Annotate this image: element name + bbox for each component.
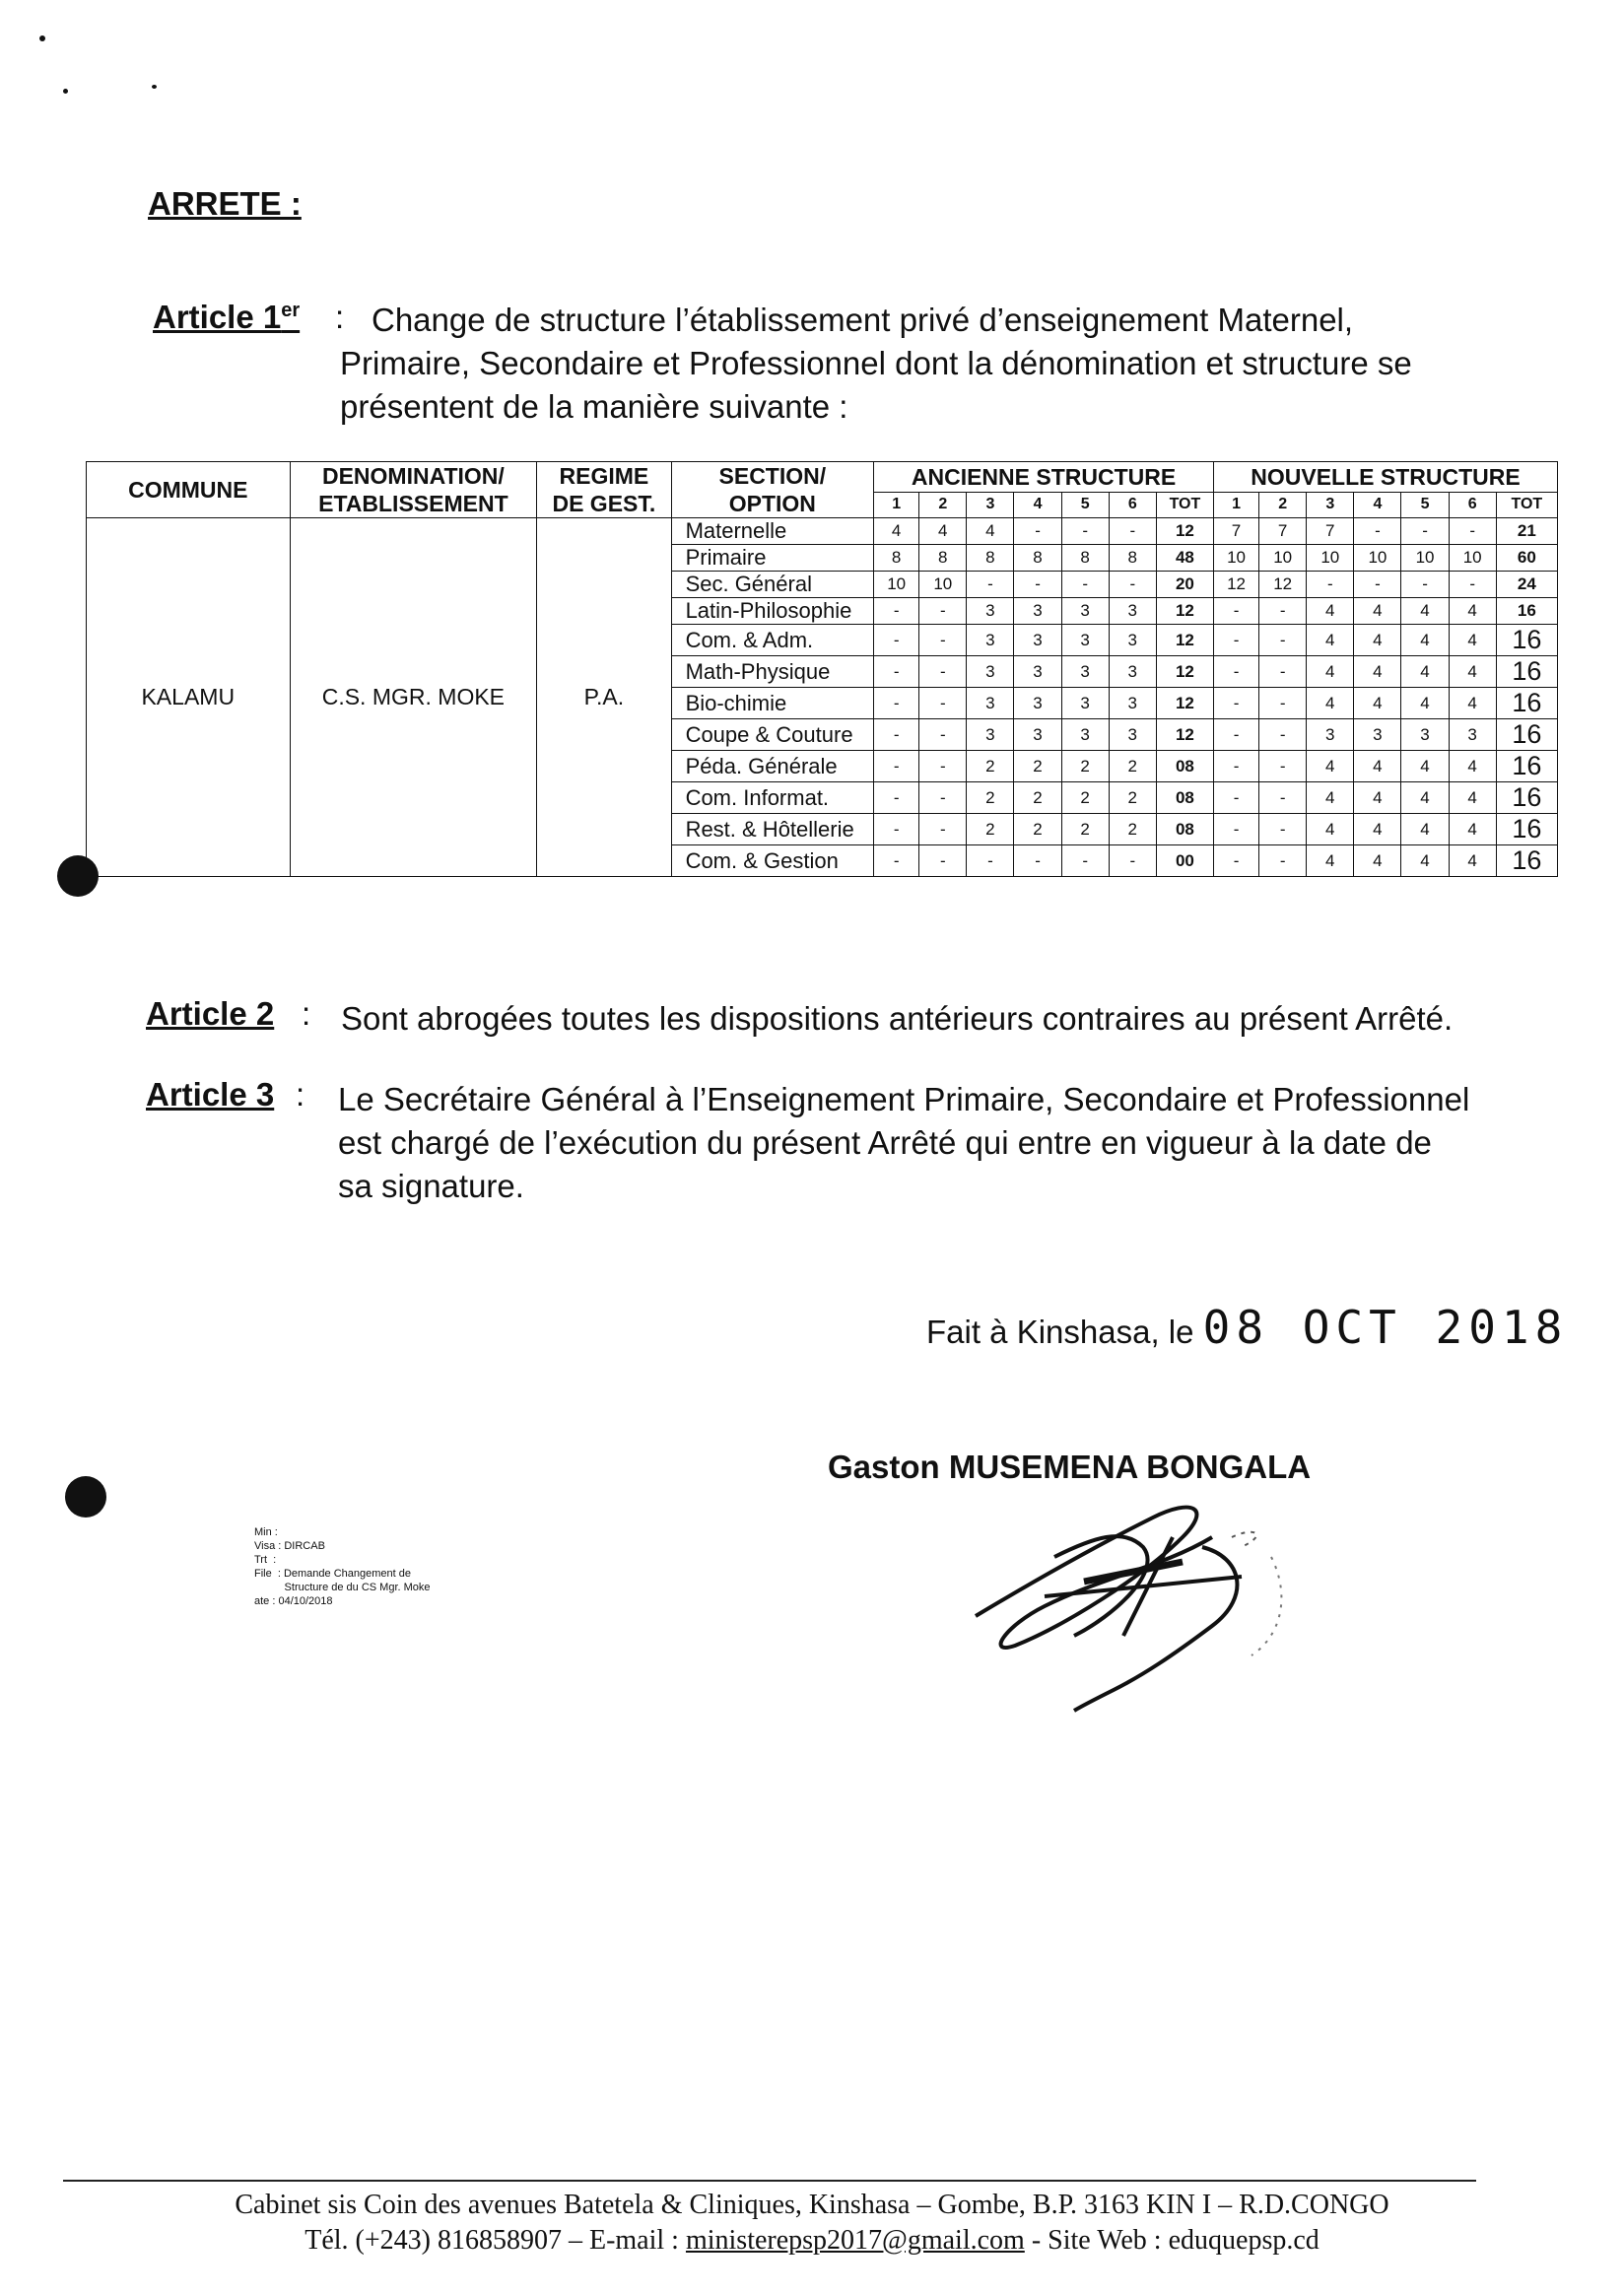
section-option-cell: Math-Physique xyxy=(671,656,874,688)
article-1-line: Change de structure l’établissement privé d’enseignement Maternel, xyxy=(372,302,1354,338)
ancienne-value-cell: 3 xyxy=(1014,625,1061,656)
section-option-cell: Primaire xyxy=(671,545,874,572)
nouvelle-value-cell: 16 xyxy=(1496,719,1557,751)
handwritten-signature xyxy=(946,1478,1340,1715)
table-row xyxy=(87,518,1558,545)
ancienne-value-cell: - xyxy=(919,688,967,719)
nouvelle-value-cell: - xyxy=(1259,598,1307,625)
ancienne-value-cell: - xyxy=(874,688,919,719)
ancienne-value-cell: 8 xyxy=(1014,545,1061,572)
section-option-cell: Sec. Général xyxy=(671,572,874,598)
ancienne-value-cell: - xyxy=(874,782,919,814)
nouvelle-value-cell: 7 xyxy=(1307,518,1354,545)
regime-cell: P.A. xyxy=(537,518,671,877)
nouvelle-value-cell: 7 xyxy=(1259,518,1307,545)
ancienne-value-cell: - xyxy=(874,845,919,877)
ancienne-value-cell: 4 xyxy=(874,518,919,545)
article-1-text xyxy=(340,299,1478,429)
ancienne-value-cell: - xyxy=(1061,572,1109,598)
nouvelle-value-cell: 16 xyxy=(1496,656,1557,688)
ancienne-value-cell: 2 xyxy=(1061,814,1109,845)
subheader-nouv-5: 5 xyxy=(1401,492,1449,517)
ancienne-value-cell: 2 xyxy=(967,751,1014,782)
ancienne-value-cell: 2 xyxy=(1109,814,1156,845)
punch-hole xyxy=(65,1476,106,1518)
nouvelle-value-cell: 4 xyxy=(1401,656,1449,688)
nouvelle-value-cell: 21 xyxy=(1496,518,1557,545)
article-3-text xyxy=(338,1078,1481,1208)
subheader-nouv-2: 2 xyxy=(1259,492,1307,517)
nouvelle-value-cell: - xyxy=(1354,518,1401,545)
ancienne-value-cell: 12 xyxy=(1156,688,1213,719)
nouvelle-value-cell: 4 xyxy=(1307,598,1354,625)
nouvelle-value-cell: 3 xyxy=(1449,719,1496,751)
ancienne-value-cell: - xyxy=(919,656,967,688)
nouvelle-value-cell: 16 xyxy=(1496,751,1557,782)
section-option-cell: Com. & Adm. xyxy=(671,625,874,656)
subheader-nouv-1: 1 xyxy=(1213,492,1258,517)
nouvelle-value-cell: 4 xyxy=(1449,782,1496,814)
date-stamp: 08 OCT 2018 xyxy=(1202,1301,1569,1354)
scan-speck xyxy=(152,85,157,89)
section-option-cell: Péda. Générale xyxy=(671,751,874,782)
ancienne-value-cell: 8 xyxy=(919,545,967,572)
ancienne-value-cell: 3 xyxy=(967,656,1014,688)
nouvelle-value-cell: - xyxy=(1213,688,1258,719)
ancienne-value-cell: 08 xyxy=(1156,751,1213,782)
section-option-cell: Coupe & Couture xyxy=(671,719,874,751)
ancienne-value-cell: 08 xyxy=(1156,814,1213,845)
ancienne-value-cell: 00 xyxy=(1156,845,1213,877)
subheader-anc-1: 1 xyxy=(874,492,919,517)
ancienne-value-cell: 2 xyxy=(1014,751,1061,782)
ancienne-value-cell: - xyxy=(919,625,967,656)
article-1-colon: : xyxy=(335,299,345,335)
subheader-nouv-6: 6 xyxy=(1449,492,1496,517)
ancienne-value-cell: 3 xyxy=(967,625,1014,656)
nouvelle-value-cell: 4 xyxy=(1307,845,1354,877)
nouvelle-value-cell: 4 xyxy=(1401,751,1449,782)
document-heading: ARRETE : xyxy=(148,185,302,222)
subheader-anc-2: 2 xyxy=(919,492,967,517)
section-option-cell: Latin-Philosophie xyxy=(671,598,874,625)
nouvelle-value-cell: 4 xyxy=(1449,814,1496,845)
nouvelle-value-cell: - xyxy=(1259,751,1307,782)
ancienne-value-cell: - xyxy=(874,751,919,782)
nouvelle-value-cell: - xyxy=(1401,572,1449,598)
nouvelle-value-cell: 4 xyxy=(1401,782,1449,814)
nouvelle-value-cell: 4 xyxy=(1354,656,1401,688)
nouvelle-value-cell: 3 xyxy=(1307,719,1354,751)
nouvelle-value-cell: 16 xyxy=(1496,845,1557,877)
reference-line: Min : xyxy=(254,1526,278,1538)
ancienne-value-cell: - xyxy=(919,598,967,625)
nouvelle-value-cell: 16 xyxy=(1496,598,1557,625)
reference-line: Trt : xyxy=(254,1554,277,1566)
nouvelle-value-cell: 4 xyxy=(1449,751,1496,782)
ancienne-value-cell: 3 xyxy=(1014,719,1061,751)
nouvelle-value-cell: 10 xyxy=(1401,545,1449,572)
ancienne-value-cell: - xyxy=(919,814,967,845)
ancienne-value-cell: 3 xyxy=(967,598,1014,625)
nouvelle-value-cell: 4 xyxy=(1449,688,1496,719)
nouvelle-value-cell: 4 xyxy=(1449,598,1496,625)
ancienne-value-cell: 2 xyxy=(967,814,1014,845)
nouvelle-value-cell: 4 xyxy=(1354,751,1401,782)
nouvelle-value-cell: 10 xyxy=(1213,545,1258,572)
nouvelle-value-cell: 7 xyxy=(1213,518,1258,545)
nouvelle-value-cell: 4 xyxy=(1307,814,1354,845)
article-3-colon: : xyxy=(296,1076,305,1113)
nouvelle-value-cell: 4 xyxy=(1401,625,1449,656)
ancienne-value-cell: 2 xyxy=(1014,782,1061,814)
nouvelle-value-cell: - xyxy=(1213,814,1258,845)
header-ancienne-structure: ANCIENNE STRUCTURE xyxy=(874,462,1214,493)
subheader-anc-4: 4 xyxy=(1014,492,1061,517)
ancienne-value-cell: 4 xyxy=(919,518,967,545)
ancienne-value-cell: 48 xyxy=(1156,545,1213,572)
ancienne-value-cell: - xyxy=(874,656,919,688)
nouvelle-value-cell: 4 xyxy=(1354,782,1401,814)
etablissement-cell: C.S. MGR. MOKE xyxy=(290,518,537,877)
ancienne-value-cell: 10 xyxy=(919,572,967,598)
ancienne-value-cell: 3 xyxy=(967,719,1014,751)
subheader-anc-6: 6 xyxy=(1109,492,1156,517)
article-2-text: Sont abrogées toutes les dispositions antérieurs contraires au présent Arrêté. xyxy=(341,1000,1454,1037)
ancienne-value-cell: 8 xyxy=(1109,545,1156,572)
nouvelle-value-cell: 10 xyxy=(1259,545,1307,572)
ancienne-value-cell: - xyxy=(919,719,967,751)
ancienne-value-cell: 3 xyxy=(1109,688,1156,719)
nouvelle-value-cell: 4 xyxy=(1354,625,1401,656)
signer-name: Gaston MUSEMENA BONGALA xyxy=(828,1449,1312,1485)
ancienne-value-cell: 12 xyxy=(1156,625,1213,656)
nouvelle-value-cell: 16 xyxy=(1496,782,1557,814)
nouvelle-value-cell: - xyxy=(1213,751,1258,782)
nouvelle-value-cell: 24 xyxy=(1496,572,1557,598)
nouvelle-value-cell: 4 xyxy=(1401,814,1449,845)
nouvelle-value-cell: - xyxy=(1259,656,1307,688)
ancienne-value-cell: 3 xyxy=(1109,719,1156,751)
nouvelle-value-cell: 4 xyxy=(1307,782,1354,814)
ancienne-value-cell: 3 xyxy=(1061,656,1109,688)
ancienne-value-cell: - xyxy=(1109,572,1156,598)
reference-line: ate : 04/10/2018 xyxy=(254,1595,333,1607)
ancienne-value-cell: - xyxy=(874,719,919,751)
section-option-cell: Com. & Gestion xyxy=(671,845,874,877)
nouvelle-value-cell: 12 xyxy=(1259,572,1307,598)
nouvelle-value-cell: 16 xyxy=(1496,814,1557,845)
ancienne-value-cell: 20 xyxy=(1156,572,1213,598)
nouvelle-value-cell: - xyxy=(1401,518,1449,545)
ancienne-value-cell: - xyxy=(1014,518,1061,545)
footer-divider xyxy=(63,2180,1476,2182)
ancienne-value-cell: 3 xyxy=(1014,598,1061,625)
ancienne-value-cell: 8 xyxy=(874,545,919,572)
ancienne-value-cell: 12 xyxy=(1156,719,1213,751)
nouvelle-value-cell: - xyxy=(1213,782,1258,814)
structure-table xyxy=(86,461,1558,877)
article-3-line: sa signature. xyxy=(338,1168,524,1204)
ancienne-value-cell: - xyxy=(1061,845,1109,877)
table-header-row xyxy=(87,462,1558,493)
ancienne-value-cell: - xyxy=(874,625,919,656)
ancienne-value-cell: 3 xyxy=(1014,688,1061,719)
reference-block xyxy=(254,1525,431,1608)
article-2-colon: : xyxy=(302,995,311,1032)
ancienne-value-cell: 10 xyxy=(874,572,919,598)
ancienne-value-cell: 3 xyxy=(1109,598,1156,625)
article-1-line: Primaire, Secondaire et Professionnel dont la dénomination et structure se xyxy=(340,345,1412,381)
nouvelle-value-cell: - xyxy=(1259,845,1307,877)
header-section: SECTION/ OPTION xyxy=(671,462,874,518)
nouvelle-value-cell: 4 xyxy=(1307,688,1354,719)
nouvelle-value-cell: 12 xyxy=(1213,572,1258,598)
ancienne-value-cell: 2 xyxy=(1109,782,1156,814)
nouvelle-value-cell: 10 xyxy=(1449,545,1496,572)
section-option-cell: Bio-chimie xyxy=(671,688,874,719)
section-option-cell: Com. Informat. xyxy=(671,782,874,814)
article-3-label: Article 3 xyxy=(146,1076,275,1113)
ancienne-value-cell: 3 xyxy=(967,688,1014,719)
ancienne-value-cell: 4 xyxy=(967,518,1014,545)
ancienne-value-cell: - xyxy=(967,572,1014,598)
commune-cell: KALAMU xyxy=(87,518,291,877)
subheader-anc-tot: TOT xyxy=(1156,492,1213,517)
ancienne-value-cell: 3 xyxy=(1109,625,1156,656)
ancienne-value-cell: 2 xyxy=(967,782,1014,814)
subheader-anc-3: 3 xyxy=(967,492,1014,517)
nouvelle-value-cell: 4 xyxy=(1354,688,1401,719)
scan-speck xyxy=(63,89,68,94)
subheader-nouv-3: 3 xyxy=(1307,492,1354,517)
nouvelle-value-cell: - xyxy=(1213,845,1258,877)
nouvelle-value-cell: 60 xyxy=(1496,545,1557,572)
ancienne-value-cell: 3 xyxy=(1061,625,1109,656)
nouvelle-value-cell: 4 xyxy=(1354,598,1401,625)
nouvelle-value-cell: 4 xyxy=(1307,751,1354,782)
reference-line: Structure de du CS Mgr. Moke xyxy=(254,1582,431,1593)
nouvelle-value-cell: - xyxy=(1259,782,1307,814)
subheader-nouv-4: 4 xyxy=(1354,492,1401,517)
footer-address: Cabinet sis Coin des avenues Batetela & Cliniques, Kinshasa – Gombe, B.P. 3163 KIN I – R.D.CONGO xyxy=(235,2190,1389,2220)
ancienne-value-cell: - xyxy=(919,845,967,877)
nouvelle-value-cell: - xyxy=(1213,625,1258,656)
nouvelle-value-cell: 4 xyxy=(1401,688,1449,719)
nouvelle-value-cell: - xyxy=(1213,598,1258,625)
ancienne-value-cell: 3 xyxy=(1109,656,1156,688)
nouvelle-value-cell: 4 xyxy=(1449,625,1496,656)
nouvelle-value-cell: 10 xyxy=(1354,545,1401,572)
article-3-line: Le Secrétaire Général à l’Enseignement Primaire, Secondaire et Professionnel xyxy=(338,1081,1470,1117)
ancienne-value-cell: - xyxy=(1109,518,1156,545)
ancienne-value-cell: - xyxy=(874,598,919,625)
article-1-label: Article 1er xyxy=(153,299,301,335)
ancienne-value-cell: 12 xyxy=(1156,656,1213,688)
ancienne-value-cell: 3 xyxy=(1061,688,1109,719)
nouvelle-value-cell: 4 xyxy=(1307,656,1354,688)
ancienne-value-cell: - xyxy=(919,751,967,782)
header-commune: COMMUNE xyxy=(87,462,291,518)
footer-email-link[interactable]: ministerepsp2017@gmail.com xyxy=(685,2225,1025,2256)
ancienne-value-cell: 2 xyxy=(1061,782,1109,814)
ancienne-value-cell: - xyxy=(874,814,919,845)
ancienne-value-cell: 3 xyxy=(1061,598,1109,625)
ancienne-value-cell: 2 xyxy=(1014,814,1061,845)
nouvelle-value-cell: - xyxy=(1259,625,1307,656)
nouvelle-value-cell: - xyxy=(1449,518,1496,545)
nouvelle-value-cell: - xyxy=(1259,719,1307,751)
ancienne-value-cell: - xyxy=(1109,845,1156,877)
ancienne-value-cell: - xyxy=(1061,518,1109,545)
nouvelle-value-cell: 4 xyxy=(1307,625,1354,656)
nouvelle-value-cell: 4 xyxy=(1401,845,1449,877)
scan-speck xyxy=(39,35,45,41)
nouvelle-value-cell: 3 xyxy=(1354,719,1401,751)
section-option-cell: Rest. & Hôtellerie xyxy=(671,814,874,845)
section-option-cell: Maternelle xyxy=(671,518,874,545)
nouvelle-value-cell: 3 xyxy=(1401,719,1449,751)
subheader-anc-5: 5 xyxy=(1061,492,1109,517)
ancienne-value-cell: 12 xyxy=(1156,518,1213,545)
nouvelle-value-cell: 4 xyxy=(1354,845,1401,877)
nouvelle-value-cell: 16 xyxy=(1496,688,1557,719)
nouvelle-value-cell: - xyxy=(1354,572,1401,598)
ancienne-value-cell: - xyxy=(1014,572,1061,598)
ancienne-value-cell: 12 xyxy=(1156,598,1213,625)
nouvelle-value-cell: - xyxy=(1213,656,1258,688)
article-1-line: présentent de la manière suivante : xyxy=(340,388,848,425)
nouvelle-value-cell: 4 xyxy=(1401,598,1449,625)
signature-place: Fait à Kinshasa, le xyxy=(926,1314,1194,1350)
ancienne-value-cell: 2 xyxy=(1061,751,1109,782)
nouvelle-value-cell: - xyxy=(1307,572,1354,598)
nouvelle-value-cell: 10 xyxy=(1307,545,1354,572)
header-denomination: DENOMINATION/ ETABLISSEMENT xyxy=(290,462,537,518)
header-nouvelle-structure: NOUVELLE STRUCTURE xyxy=(1213,462,1557,493)
nouvelle-value-cell: - xyxy=(1259,814,1307,845)
signature-date-line xyxy=(926,1301,1568,1354)
reference-line: Visa : DIRCAB xyxy=(254,1540,325,1552)
ancienne-value-cell: 3 xyxy=(1061,719,1109,751)
footer-contact: Tél. (+243) 816858907 – E-mail : ministerepsp2017@gmail.com - Site Web : eduquepsp.cd xyxy=(304,2225,1320,2256)
nouvelle-value-cell: - xyxy=(1213,719,1258,751)
article-2-label: Article 2 xyxy=(146,995,275,1032)
article-3-line: est chargé de l’exécution du présent Arrêté qui entre en vigueur à la date de xyxy=(338,1124,1432,1161)
ancienne-value-cell: - xyxy=(967,845,1014,877)
ancienne-value-cell: - xyxy=(1014,845,1061,877)
ancienne-value-cell: 8 xyxy=(967,545,1014,572)
header-regime: REGIME DE GEST. xyxy=(537,462,671,518)
nouvelle-value-cell: 4 xyxy=(1449,845,1496,877)
ancienne-value-cell: 08 xyxy=(1156,782,1213,814)
nouvelle-value-cell: 4 xyxy=(1354,814,1401,845)
subheader-nouv-tot: TOT xyxy=(1496,492,1557,517)
reference-line: File : Demande Changement de xyxy=(254,1568,411,1580)
ancienne-value-cell: 8 xyxy=(1061,545,1109,572)
nouvelle-value-cell: 4 xyxy=(1449,656,1496,688)
ancienne-value-cell: 3 xyxy=(1014,656,1061,688)
nouvelle-value-cell: - xyxy=(1449,572,1496,598)
nouvelle-value-cell: - xyxy=(1259,688,1307,719)
ancienne-value-cell: - xyxy=(919,782,967,814)
nouvelle-value-cell: 16 xyxy=(1496,625,1557,656)
ancienne-value-cell: 2 xyxy=(1109,751,1156,782)
